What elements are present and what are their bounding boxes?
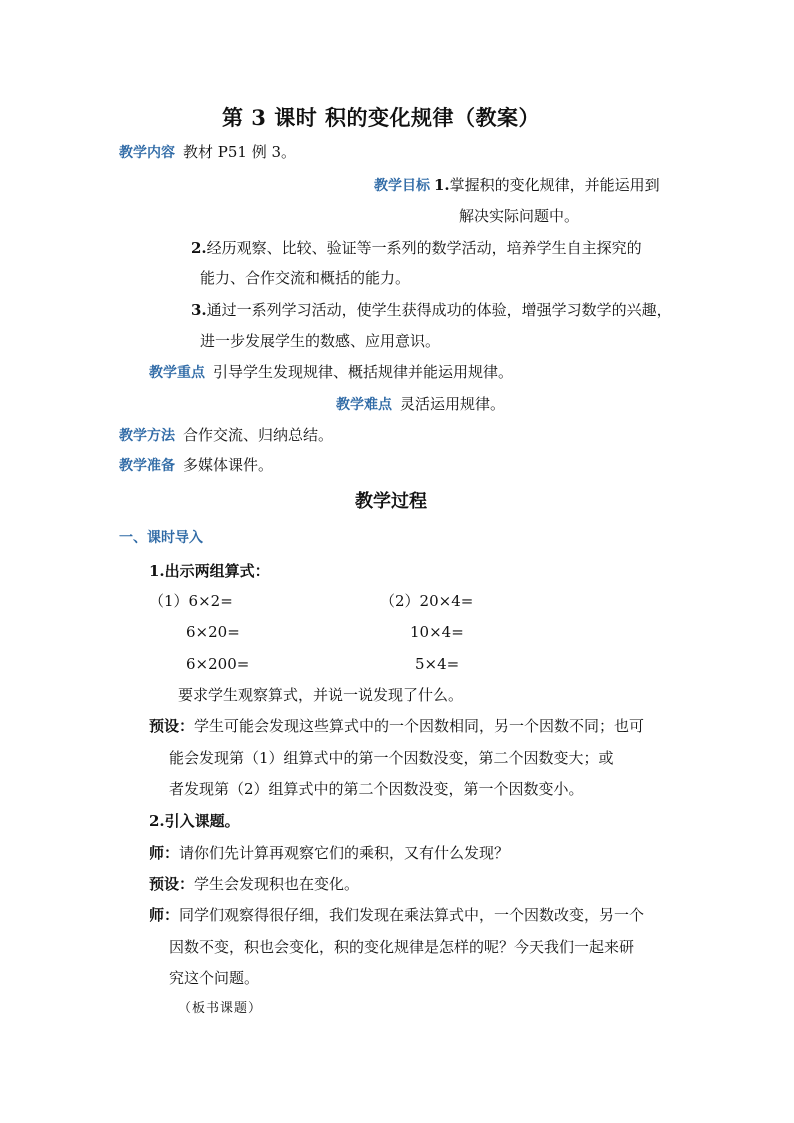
method-label: 教学方法	[119, 428, 175, 444]
step-1: 1.出示两组算式：	[149, 562, 270, 580]
teacher-2-label: 师：	[149, 906, 180, 924]
method-row	[119, 425, 333, 446]
teacher-1	[149, 843, 509, 863]
page-title: 第 3 课时 积的变化规律（教案）	[222, 105, 541, 130]
prep-row	[119, 455, 273, 476]
content-label: 教学内容	[119, 145, 175, 161]
goal-3-line1: 通过一系列学习活动，使学生获得成功的体验，增强学习数学的兴趣，	[206, 301, 672, 319]
teacher-1-label: 师：	[149, 844, 180, 862]
teacher-2-line2: 因数不变，积也会变化，积的变化规律是怎样的呢？今天我们一起来研	[169, 938, 635, 956]
group1-line3: 6×200=	[186, 655, 250, 673]
prep-label: 教学准备	[119, 458, 175, 474]
goal-3-line2: 进一步发展学生的数感、应用意识。	[200, 332, 441, 350]
preset-1-line1: 学生可能会发现这些算式中的一个因数相同，另一个因数不同；也可	[194, 717, 645, 735]
preset-2-text: 学生会发现积也在变化。	[194, 875, 360, 893]
group2-line3: 5×4=	[415, 655, 460, 673]
goal-3	[191, 300, 672, 320]
teacher-2-line1: 同学们观察得很仔细，我们发现在乘法算式中，一个因数改变，另一个	[179, 906, 645, 924]
board-note: （板书课题）	[178, 1001, 263, 1016]
teacher-1-text: 请你们先计算再观察它们的乘积，又有什么发现？	[179, 844, 510, 862]
group1-line1: （1）6×2=	[149, 592, 233, 610]
process-title: 教学过程	[355, 491, 427, 512]
difficulty-text: 灵活运用规律。	[400, 395, 506, 413]
difficulty-row	[336, 394, 505, 415]
preset-1-line2: 能会发现第（1）组算式中的第一个因数没变，第二个因数变大；或	[169, 749, 614, 767]
goal-1-num: 1.	[434, 176, 450, 194]
goal-2-line2: 能力、合作交流和概括的能力。	[200, 269, 411, 287]
ask-text: 要求学生观察算式，并说一说发现了什么。	[178, 686, 464, 704]
goal-3-num: 3.	[191, 301, 207, 319]
goal-1-line2: 解决实际问题中。	[459, 207, 580, 225]
goals-label: 教学目标	[374, 178, 430, 194]
goal-2-num: 2.	[191, 239, 207, 257]
preset-2	[149, 874, 359, 894]
group2-line1: （2）20×4=	[380, 592, 474, 610]
group1-line2: 6×20=	[186, 623, 240, 641]
preset-2-label: 预设：	[149, 875, 195, 893]
content-row	[119, 142, 296, 163]
preset-1-label: 预设：	[149, 717, 195, 735]
content-text: 教材 P51 例 3。	[183, 143, 297, 161]
section-1-heading: 一、课时导入	[119, 530, 203, 546]
key-label: 教学重点	[149, 365, 205, 381]
goal-1-line1: 掌握积的变化规律，并能运用到	[449, 176, 660, 194]
goals-row	[374, 175, 660, 196]
key-text: 引导学生发现规律、概括规律并能运用规律。	[213, 363, 514, 381]
prep-text: 多媒体课件。	[183, 456, 274, 474]
key-row	[149, 362, 513, 383]
preset-1-line3: 者发现第（2）组算式中的第二个因数没变，第一个因数变小。	[169, 780, 584, 798]
teacher-2	[149, 905, 644, 925]
goal-2	[191, 238, 642, 258]
difficulty-label: 教学难点	[336, 397, 392, 413]
method-text: 合作交流、归纳总结。	[183, 426, 334, 444]
preset-1	[149, 716, 644, 736]
goal-2-line1: 经历观察、比较、验证等一系列的数学活动，培养学生自主探究的	[206, 239, 642, 257]
step-2: 2.引入课题。	[149, 812, 240, 830]
teacher-2-line3: 究这个问题。	[169, 969, 260, 987]
group2-line2: 10×4=	[410, 623, 464, 641]
